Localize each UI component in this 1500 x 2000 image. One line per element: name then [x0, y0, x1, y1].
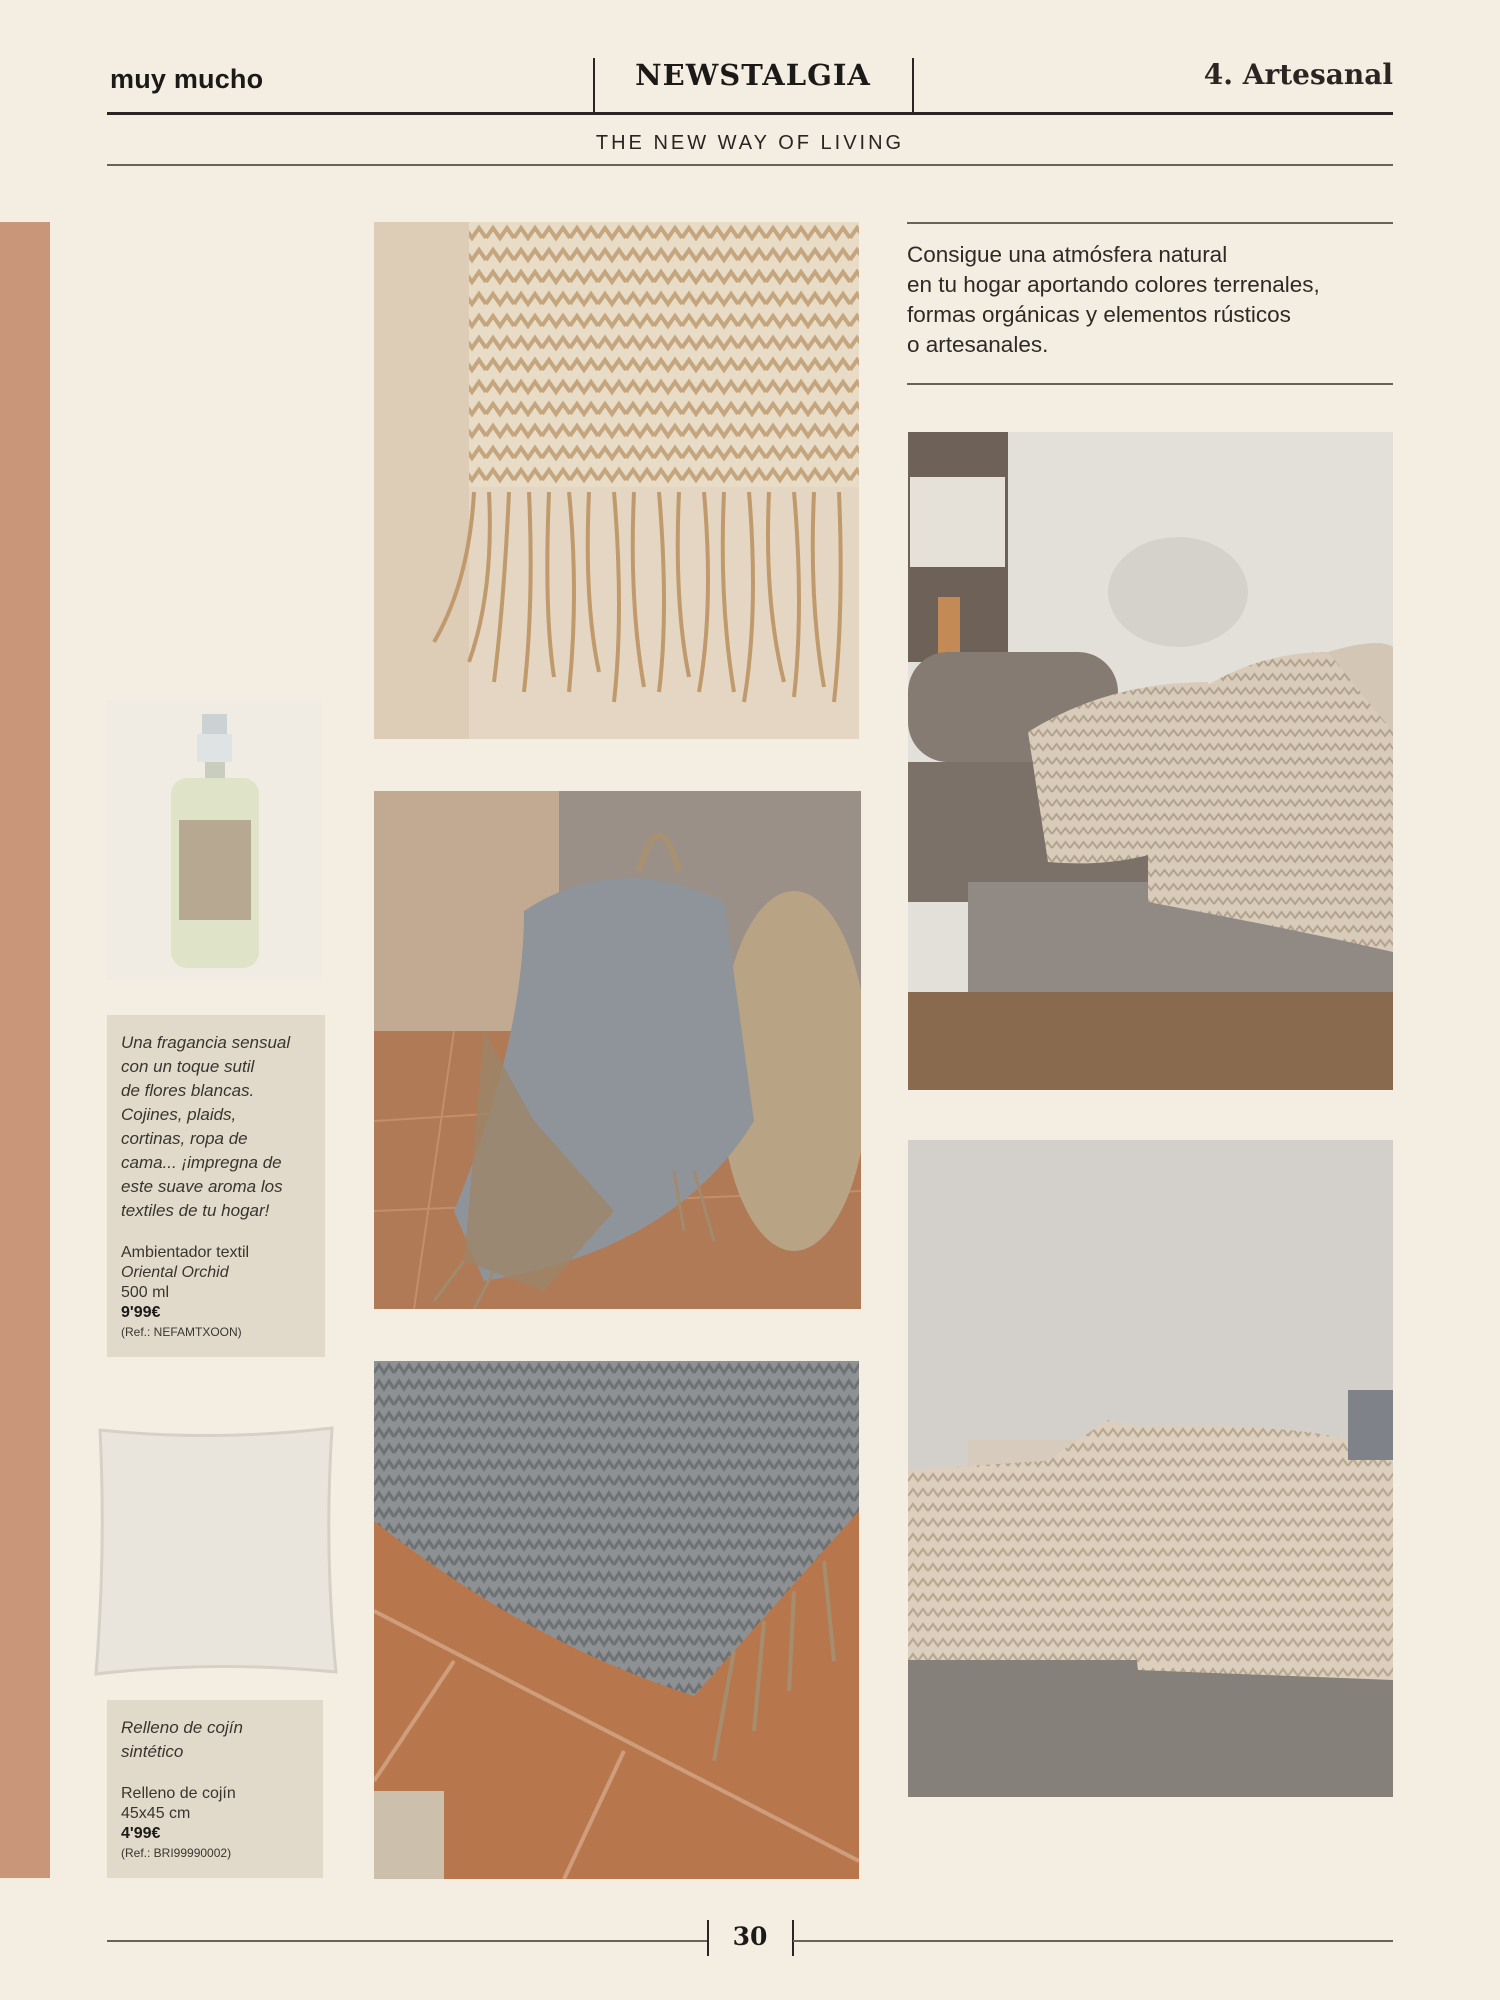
- description-line: con un toque sutil: [121, 1057, 255, 1076]
- grey-throw-basket-photo: [374, 791, 861, 1309]
- description-line: este suave aroma los: [121, 1177, 283, 1196]
- product-info-box: [107, 1700, 323, 1878]
- cushions-closeup-photo: [908, 1140, 1393, 1797]
- footer-rule-left: [107, 1940, 707, 1942]
- accent-bar: [0, 222, 50, 1878]
- intro-line: en tu hogar aportando colores terrenales,: [907, 272, 1320, 297]
- spray-bottle-photo: [107, 700, 322, 980]
- footer-divider-right: [792, 1920, 794, 1956]
- description-line: cortinas, ropa de: [121, 1129, 248, 1148]
- product-size: 45x45 cm: [121, 1805, 191, 1822]
- intro-line: o artesanales.: [907, 332, 1049, 357]
- subtitle-rule: [107, 164, 1393, 166]
- product-info-box: [107, 1015, 325, 1357]
- header-divider-right: [912, 58, 914, 113]
- intro-line: formas orgánicas y elementos rústicos: [907, 302, 1291, 327]
- intro-top-rule: [907, 222, 1393, 224]
- intro-bottom-rule: [907, 383, 1393, 385]
- tagline: THE NEW WAY OF LIVING: [595, 132, 905, 154]
- intro-line: Consigue una atmósfera natural: [907, 242, 1228, 267]
- jute-rug-fringe-photo: [374, 222, 859, 739]
- description-line: Relleno de cojín: [121, 1718, 243, 1737]
- product-ref: (Ref.: NEFAMTXOON): [121, 1325, 242, 1339]
- description-line: sintético: [121, 1742, 184, 1761]
- product-size: 500 ml: [121, 1284, 170, 1301]
- magazine-title: NEWSTALGIA: [635, 58, 871, 92]
- section-title: 4. Artesanal: [1203, 58, 1393, 91]
- description-line: cama... ¡impregna de: [121, 1153, 282, 1172]
- cushion-filler-photo: [88, 1420, 340, 1680]
- product-ref: (Ref.: BRI99990002): [121, 1846, 232, 1860]
- product-variant: Oriental Orchid: [121, 1264, 229, 1281]
- product-name: Ambientador textil: [121, 1244, 250, 1261]
- description-line: Una fragancia sensual: [121, 1033, 291, 1052]
- footer-divider-left: [707, 1920, 709, 1956]
- sofa-cushions-photo: [908, 432, 1393, 1090]
- brand-logo: muy mucho: [110, 64, 264, 94]
- footer-rule-right: [793, 1940, 1393, 1942]
- product-price: 9'99€: [121, 1304, 161, 1321]
- product-description: [121, 1716, 309, 1764]
- header-rule: [107, 112, 1393, 115]
- description-line: textiles de tu hogar!: [121, 1201, 270, 1220]
- description-line: de flores blancas.: [121, 1081, 255, 1100]
- product-price: 4'99€: [121, 1825, 161, 1842]
- intro-text: [907, 240, 1387, 360]
- product-name: Relleno de cojín: [121, 1785, 236, 1802]
- description-line: Cojines, plaids,: [121, 1105, 237, 1124]
- grey-rug-tile-floor-photo: [374, 1361, 859, 1879]
- product-description: [121, 1031, 311, 1223]
- page-number: 30: [732, 1922, 768, 1951]
